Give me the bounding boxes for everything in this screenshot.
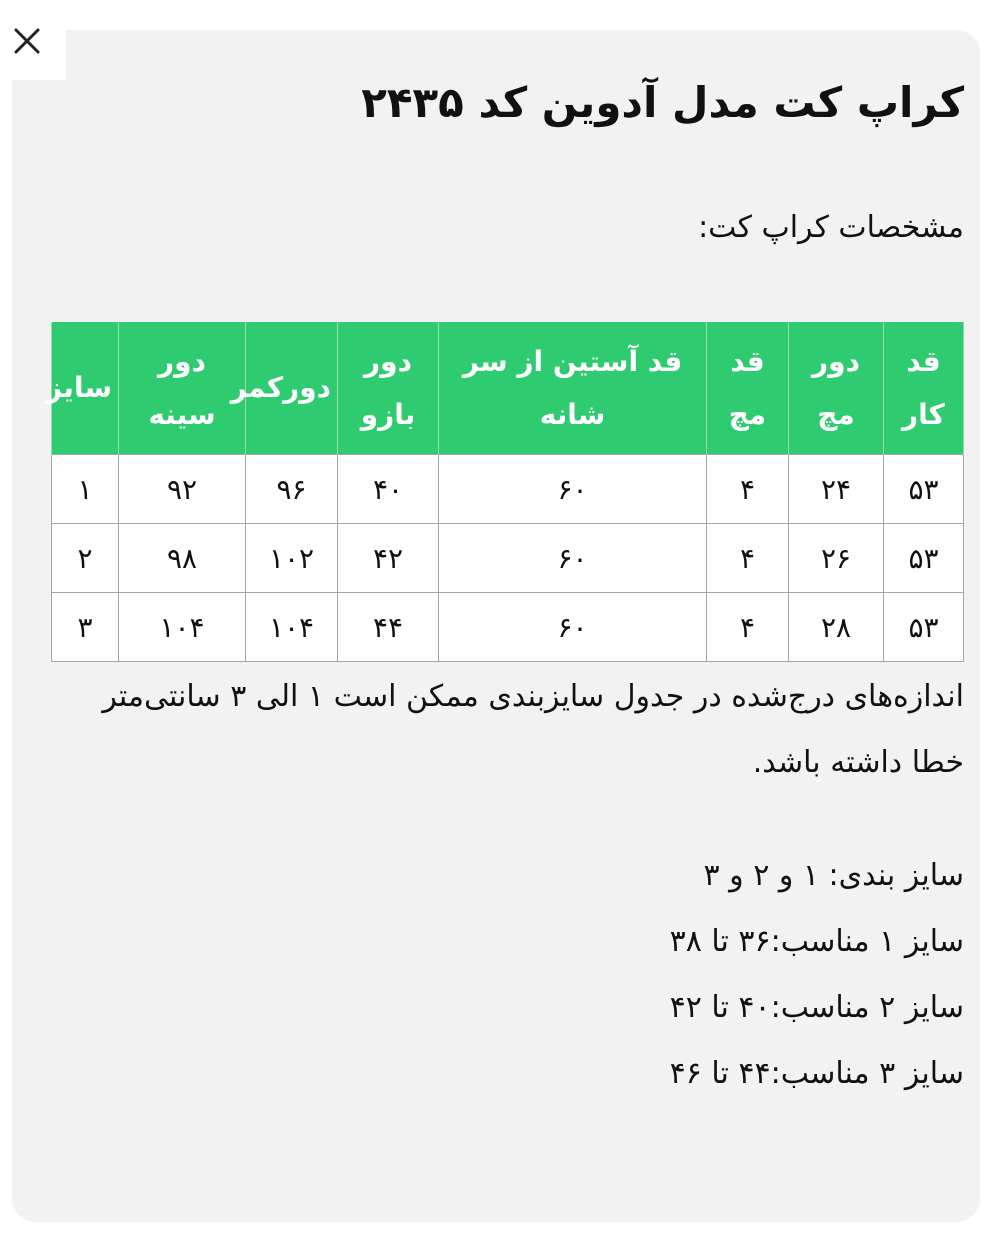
table-cell: ۲۴ <box>789 455 884 524</box>
product-title: کراپ کت مدل آدوین کد ۲۴۳۵ <box>361 78 964 127</box>
table-cell: ۲ <box>52 524 119 593</box>
table-cell: ۳ <box>52 593 119 662</box>
table-cell: ۲۸ <box>789 593 884 662</box>
size-fit-line: سایز ۱ مناسب:۳۶ تا ۳۸ <box>669 924 964 959</box>
table-header-row <box>52 322 964 455</box>
table-cell: ۴۰ <box>338 455 439 524</box>
close-area <box>0 0 66 80</box>
table-cell: ۹۲ <box>119 455 246 524</box>
table-cell: ۹۸ <box>119 524 246 593</box>
header-wrist-circumference: دور مچ <box>789 322 884 455</box>
table-cell: ۶۰ <box>439 455 707 524</box>
header-sleeve-length: قد آستین از سر شانه <box>439 322 707 455</box>
table-cell: ۵۳ <box>884 455 964 524</box>
size-error-note: اندازه‌های درج‌شده در جدول سایزبندی ممکن است ۱ الی ۳ سانتی‌متر خطا داشته باشد. <box>102 679 964 780</box>
table-cell: ۴ <box>707 524 789 593</box>
table-cell: ۱ <box>52 455 119 524</box>
table-cell: ۱۰۴ <box>246 593 338 662</box>
table-row <box>52 455 964 524</box>
header-length: قد کار <box>884 322 964 455</box>
header-chest-circumference: دور سینه <box>119 322 246 455</box>
table-cell: ۵۳ <box>884 524 964 593</box>
specs-heading: مشخصات کراپ کت: <box>698 210 964 245</box>
size-range-line: سایز بندی: ۱ و ۲ و ۳ <box>703 858 964 893</box>
table-cell: ۹۶ <box>246 455 338 524</box>
header-arm-circumference: دور بازو <box>338 322 439 455</box>
size-fit-line: سایز ۳ مناسب:۴۴ تا ۴۶ <box>669 1056 964 1091</box>
table-cell: ۴۴ <box>338 593 439 662</box>
size-fit-line: سایز ۲ مناسب:۴۰ تا ۴۲ <box>669 990 964 1025</box>
table-cell: ۴ <box>707 455 789 524</box>
table-row <box>52 593 964 662</box>
product-details-card <box>12 30 980 1222</box>
size-table <box>46 322 964 662</box>
table-cell: ۱۰۲ <box>246 524 338 593</box>
close-icon[interactable] <box>10 24 44 58</box>
table-cell: ۴۲ <box>338 524 439 593</box>
table-cell: ۴ <box>707 593 789 662</box>
table-cell: ۶۰ <box>439 524 707 593</box>
header-waist-circumference: دورکمر <box>246 322 338 455</box>
table-cell: ۵۳ <box>884 593 964 662</box>
table-cell: ۲۶ <box>789 524 884 593</box>
header-cuff-length: قد مچ <box>707 322 789 455</box>
table-cell: ۱۰۴ <box>119 593 246 662</box>
header-size: سایز <box>52 322 119 455</box>
table-cell: ۶۰ <box>439 593 707 662</box>
table-row <box>52 524 964 593</box>
